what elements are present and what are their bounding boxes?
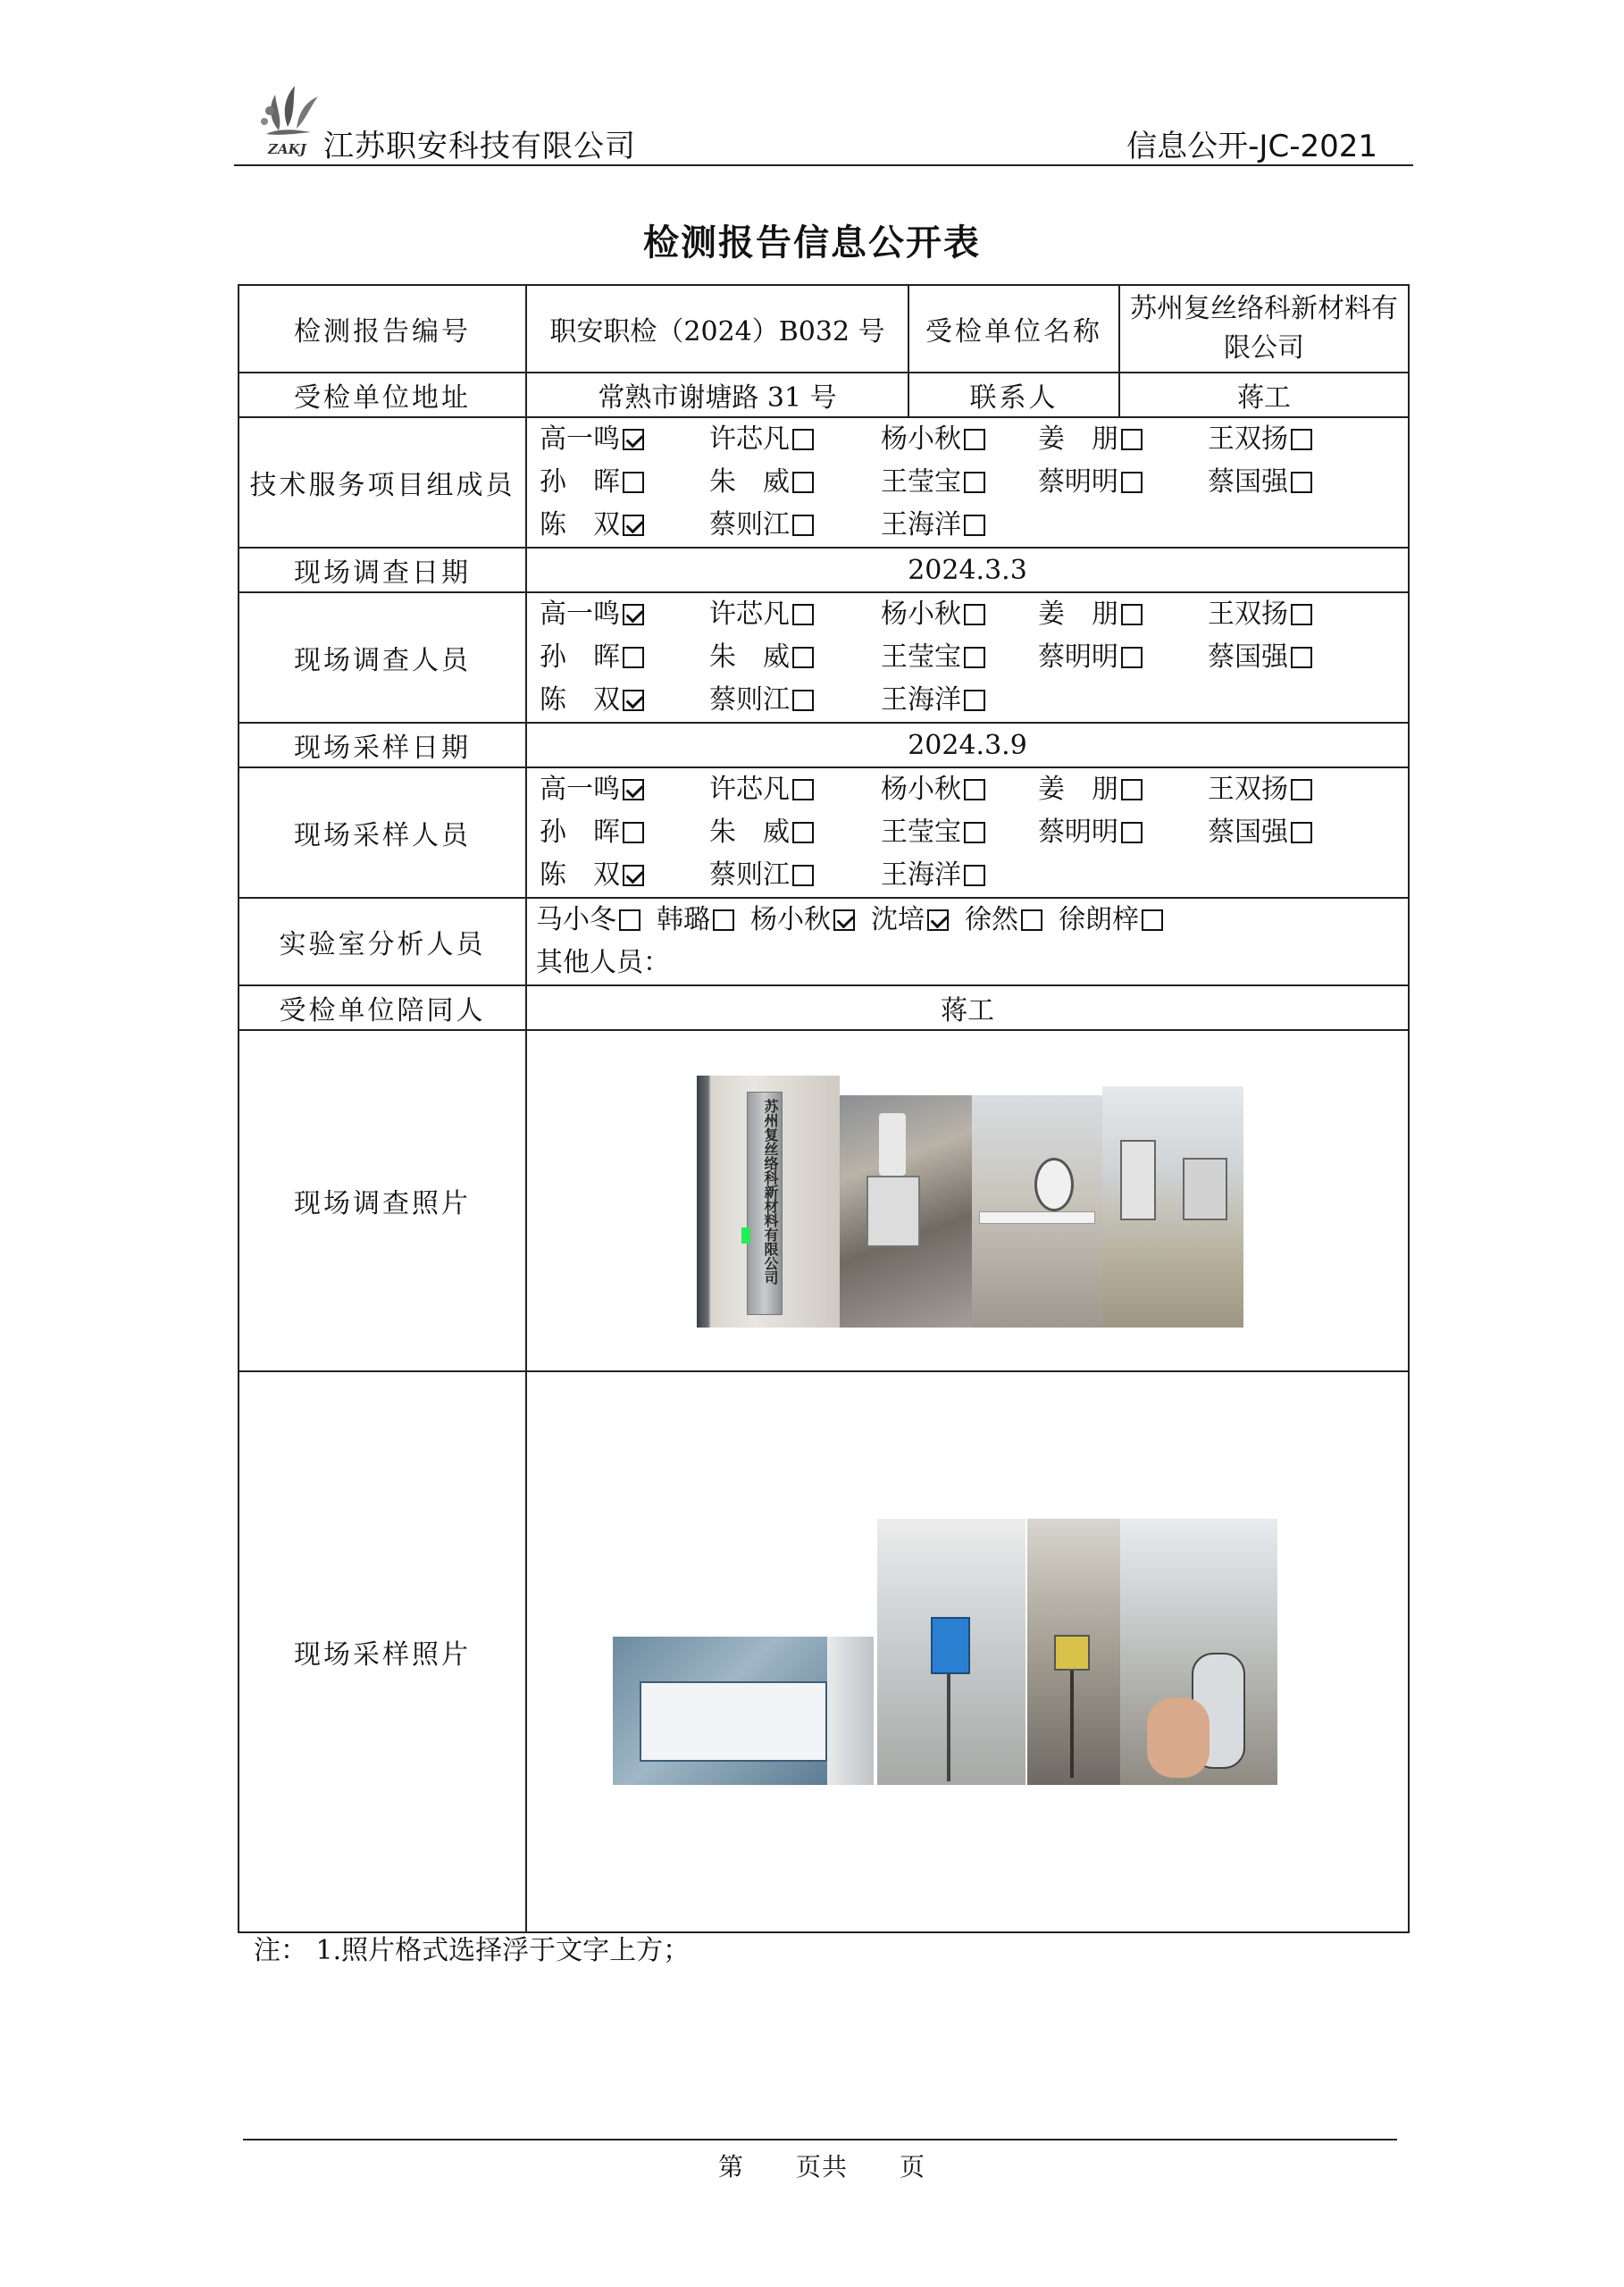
report-no-label: 检测报告编号 bbox=[239, 285, 526, 373]
member-name: 蔡明明 bbox=[1038, 641, 1118, 673]
survey-date-value: 2024.3.3 bbox=[526, 548, 1409, 592]
member-item bbox=[1038, 461, 1208, 504]
member-name: 王莹宝 bbox=[881, 641, 961, 673]
tech-team-row bbox=[239, 417, 1409, 548]
unchecked-checkbox-icon[interactable] bbox=[1121, 822, 1143, 843]
member-item bbox=[540, 768, 709, 811]
unchecked-checkbox-icon[interactable] bbox=[1021, 909, 1042, 931]
member-item bbox=[709, 461, 881, 504]
unchecked-checkbox-icon[interactable] bbox=[792, 515, 814, 536]
lab-other-staff: 其他人员： bbox=[536, 947, 670, 978]
unchecked-checkbox-icon[interactable] bbox=[964, 690, 985, 711]
unchecked-checkbox-icon[interactable] bbox=[1291, 647, 1312, 668]
sampling-staff-row bbox=[239, 767, 1409, 898]
unchecked-checkbox-icon[interactable] bbox=[964, 779, 985, 800]
member-name: 杨小秋 bbox=[881, 774, 961, 805]
member-name: 陈 双 bbox=[540, 859, 620, 891]
member-name: 许芯凡 bbox=[709, 599, 790, 630]
member-item bbox=[1038, 636, 1208, 679]
member-item bbox=[540, 593, 709, 636]
member-name: 孙 晖 bbox=[540, 641, 620, 673]
escort-row bbox=[239, 985, 1409, 1030]
checked-checkbox-icon[interactable] bbox=[623, 515, 644, 536]
unchecked-checkbox-icon[interactable] bbox=[1121, 779, 1143, 800]
survey-photos bbox=[526, 1030, 1409, 1371]
company-logo-icon bbox=[252, 75, 331, 161]
member-item bbox=[709, 854, 881, 897]
contact-label: 联系人 bbox=[908, 373, 1119, 417]
member-name: 蔡则江 bbox=[709, 859, 790, 891]
member-name: 徐然 bbox=[965, 904, 1018, 935]
member-name: 王海洋 bbox=[881, 859, 961, 891]
unchecked-checkbox-icon[interactable] bbox=[964, 515, 985, 536]
member-item bbox=[540, 811, 709, 854]
unchecked-checkbox-icon[interactable] bbox=[792, 690, 814, 711]
member-name: 杨小秋 bbox=[750, 904, 831, 935]
checked-checkbox-icon[interactable] bbox=[623, 604, 644, 625]
report-no-value: 职安职检（2024）B032 号 bbox=[526, 285, 908, 373]
member-item bbox=[1059, 904, 1163, 935]
survey-staff-row bbox=[239, 592, 1409, 723]
member-item bbox=[709, 811, 881, 854]
member-name: 王海洋 bbox=[881, 509, 961, 540]
member-item bbox=[1208, 768, 1360, 811]
survey-staff-label: 现场调查人员 bbox=[239, 592, 526, 723]
unchecked-checkbox-icon[interactable] bbox=[1291, 604, 1312, 625]
report-row bbox=[239, 285, 1409, 373]
member-item bbox=[750, 904, 855, 935]
photo-sampler-2 bbox=[1027, 1519, 1120, 1785]
escort-value: 蒋工 bbox=[526, 985, 1409, 1030]
member-item bbox=[540, 854, 709, 897]
member-name: 王双扬 bbox=[1208, 599, 1288, 630]
footer-divider bbox=[243, 2139, 1397, 2140]
member-item bbox=[709, 418, 881, 461]
member-item bbox=[881, 854, 1038, 897]
company-sign-text: 苏州复丝络科新材料有限公司 bbox=[762, 1099, 779, 1285]
company-name: 江苏职安科技有限公司 bbox=[323, 129, 636, 164]
member-item bbox=[881, 768, 1038, 811]
checked-checkbox-icon[interactable] bbox=[927, 909, 949, 931]
unchecked-checkbox-icon[interactable] bbox=[1121, 647, 1143, 668]
unchecked-checkbox-icon[interactable] bbox=[964, 822, 985, 843]
page-header bbox=[234, 75, 1413, 166]
member-name: 孙 晖 bbox=[540, 817, 620, 848]
unchecked-checkbox-icon[interactable] bbox=[792, 429, 814, 450]
checked-checkbox-icon[interactable] bbox=[623, 690, 644, 711]
unchecked-checkbox-icon[interactable] bbox=[1291, 779, 1312, 800]
unchecked-checkbox-icon[interactable] bbox=[1142, 909, 1163, 931]
member-item bbox=[1208, 418, 1360, 461]
unchecked-checkbox-icon[interactable] bbox=[623, 472, 644, 493]
member-name: 杨小秋 bbox=[881, 599, 961, 630]
unit-name-value: 苏州复丝络科新材料有限公司 bbox=[1119, 285, 1409, 373]
member-name: 高一鸣 bbox=[540, 423, 620, 455]
member-name: 陈 双 bbox=[540, 684, 620, 716]
member-item bbox=[709, 768, 881, 811]
checked-checkbox-icon[interactable] bbox=[833, 909, 855, 931]
unchecked-checkbox-icon[interactable] bbox=[964, 429, 985, 450]
unchecked-checkbox-icon[interactable] bbox=[792, 865, 814, 886]
member-name: 蔡国强 bbox=[1208, 466, 1288, 498]
sampling-staff-label: 现场采样人员 bbox=[239, 767, 526, 898]
member-item bbox=[881, 811, 1038, 854]
member-item bbox=[709, 504, 881, 547]
member-item bbox=[965, 904, 1042, 935]
unchecked-checkbox-icon[interactable] bbox=[1291, 822, 1312, 843]
member-item bbox=[1208, 593, 1360, 636]
unchecked-checkbox-icon[interactable] bbox=[1291, 472, 1312, 493]
member-name: 徐朗梓 bbox=[1059, 904, 1139, 935]
member-name: 姜 朋 bbox=[1038, 774, 1118, 805]
tech-team-label: 技术服务项目组成员 bbox=[239, 417, 526, 548]
member-name: 蔡国强 bbox=[1208, 641, 1288, 673]
member-name: 王双扬 bbox=[1208, 423, 1288, 455]
header-divider bbox=[234, 164, 1413, 166]
photo-workshop bbox=[1102, 1086, 1243, 1328]
unchecked-checkbox-icon[interactable] bbox=[964, 647, 985, 668]
member-item bbox=[1208, 636, 1360, 679]
survey-date-label: 现场调查日期 bbox=[239, 548, 526, 592]
lab-staff-members bbox=[526, 898, 1409, 985]
photo-company-sign bbox=[697, 1076, 840, 1328]
member-name: 陈 双 bbox=[540, 509, 620, 540]
unchecked-checkbox-icon[interactable] bbox=[964, 604, 985, 625]
member-item bbox=[709, 593, 881, 636]
unchecked-checkbox-icon[interactable] bbox=[619, 909, 640, 931]
member-name: 韩璐 bbox=[657, 904, 710, 935]
member-item bbox=[1038, 418, 1208, 461]
footnote: 注： 1.照片格式选择浮于文字上方； bbox=[254, 1935, 691, 1966]
member-item bbox=[1038, 768, 1208, 811]
member-item bbox=[540, 461, 709, 504]
address-value: 常熟市谢塘路 31 号 bbox=[526, 373, 908, 417]
member-item bbox=[709, 636, 881, 679]
member-name: 姜 朋 bbox=[1038, 599, 1118, 630]
unchecked-checkbox-icon[interactable] bbox=[623, 822, 644, 843]
member-name: 蔡明明 bbox=[1038, 817, 1118, 848]
member-name: 王海洋 bbox=[881, 684, 961, 716]
page-title: 检测报告信息公开表 bbox=[643, 222, 981, 264]
unchecked-checkbox-icon[interactable] bbox=[1121, 472, 1143, 493]
unchecked-checkbox-icon[interactable] bbox=[1121, 429, 1143, 450]
survey-date-row bbox=[239, 548, 1409, 592]
member-name: 杨小秋 bbox=[881, 423, 961, 455]
member-item bbox=[709, 679, 881, 722]
member-item bbox=[1208, 461, 1360, 504]
photo-sound-meter bbox=[1120, 1519, 1277, 1785]
sampling-photo-label: 现场采样照片 bbox=[239, 1371, 526, 1932]
report-info-table bbox=[238, 284, 1410, 1933]
sampling-date-value: 2024.3.9 bbox=[526, 723, 1409, 767]
address-label: 受检单位地址 bbox=[239, 373, 526, 417]
member-name: 许芯凡 bbox=[709, 774, 790, 805]
member-name: 王莹宝 bbox=[881, 466, 961, 498]
member-name: 沈培 bbox=[871, 904, 925, 935]
page-number: 第 页共 页 bbox=[718, 2152, 926, 2182]
unchecked-checkbox-icon[interactable] bbox=[713, 909, 734, 931]
tech-team-members bbox=[526, 417, 1409, 548]
sampling-date-row bbox=[239, 723, 1409, 767]
member-name: 朱 威 bbox=[709, 817, 790, 848]
member-item bbox=[881, 461, 1038, 504]
survey-staff-members bbox=[526, 592, 1409, 723]
unchecked-checkbox-icon[interactable] bbox=[792, 822, 814, 843]
member-name: 蔡则江 bbox=[709, 509, 790, 540]
member-item bbox=[540, 636, 709, 679]
sampling-photo-row bbox=[239, 1371, 1409, 1932]
member-name: 蔡国强 bbox=[1208, 817, 1288, 848]
sampling-staff-members bbox=[526, 767, 1409, 898]
photo-notice-board bbox=[613, 1637, 874, 1785]
member-name: 高一鸣 bbox=[540, 774, 620, 805]
logo-text: ZAKJ bbox=[268, 141, 306, 157]
unchecked-checkbox-icon[interactable] bbox=[623, 647, 644, 668]
photo-sampler-1 bbox=[877, 1519, 1025, 1785]
survey-photo-row bbox=[239, 1030, 1409, 1371]
unchecked-checkbox-icon[interactable] bbox=[964, 865, 985, 886]
member-item bbox=[1208, 811, 1360, 854]
member-name: 许芯凡 bbox=[709, 423, 790, 455]
member-name: 姜 朋 bbox=[1038, 423, 1118, 455]
member-item bbox=[657, 904, 734, 935]
sampling-date-label: 现场采样日期 bbox=[239, 723, 526, 767]
member-item bbox=[881, 593, 1038, 636]
member-name: 朱 威 bbox=[709, 466, 790, 498]
member-item bbox=[540, 418, 709, 461]
unchecked-checkbox-icon[interactable] bbox=[792, 779, 814, 800]
survey-photo-label: 现场调查照片 bbox=[239, 1030, 526, 1371]
member-item bbox=[540, 679, 709, 722]
unit-name-label: 受检单位名称 bbox=[908, 285, 1119, 373]
member-name: 王双扬 bbox=[1208, 774, 1288, 805]
checked-checkbox-icon[interactable] bbox=[623, 779, 644, 800]
member-item bbox=[881, 418, 1038, 461]
member-name: 孙 晖 bbox=[540, 466, 620, 498]
document-code: 信息公开-JC-2021 bbox=[1126, 129, 1377, 164]
member-name: 高一鸣 bbox=[540, 599, 620, 630]
member-item bbox=[1038, 811, 1208, 854]
member-item bbox=[881, 504, 1038, 547]
checked-checkbox-icon[interactable] bbox=[623, 429, 644, 450]
sampling-photos bbox=[526, 1371, 1409, 1932]
escort-label: 受检单位陪同人 bbox=[239, 985, 526, 1030]
unchecked-checkbox-icon[interactable] bbox=[1291, 429, 1312, 450]
member-item bbox=[536, 904, 640, 935]
member-item bbox=[1038, 593, 1208, 636]
photo-machine-2 bbox=[972, 1095, 1102, 1328]
member-name: 蔡明明 bbox=[1038, 466, 1118, 498]
member-name: 朱 威 bbox=[709, 641, 790, 673]
address-row bbox=[239, 373, 1409, 417]
member-name: 王莹宝 bbox=[881, 817, 961, 848]
unchecked-checkbox-icon[interactable] bbox=[964, 472, 985, 493]
member-item bbox=[540, 504, 709, 547]
unchecked-checkbox-icon[interactable] bbox=[792, 472, 814, 493]
member-item bbox=[881, 636, 1038, 679]
lab-row bbox=[239, 898, 1409, 985]
member-name: 蔡则江 bbox=[709, 684, 790, 716]
checked-checkbox-icon[interactable] bbox=[623, 865, 644, 886]
contact-value: 蒋工 bbox=[1119, 373, 1409, 417]
member-item bbox=[871, 904, 949, 935]
unchecked-checkbox-icon[interactable] bbox=[792, 647, 814, 668]
lab-staff-label: 实验室分析人员 bbox=[239, 898, 526, 985]
member-name: 马小冬 bbox=[536, 904, 616, 935]
unchecked-checkbox-icon[interactable] bbox=[1121, 604, 1143, 625]
member-item bbox=[881, 679, 1038, 722]
photo-machine-1 bbox=[840, 1095, 972, 1328]
unchecked-checkbox-icon[interactable] bbox=[792, 604, 814, 625]
